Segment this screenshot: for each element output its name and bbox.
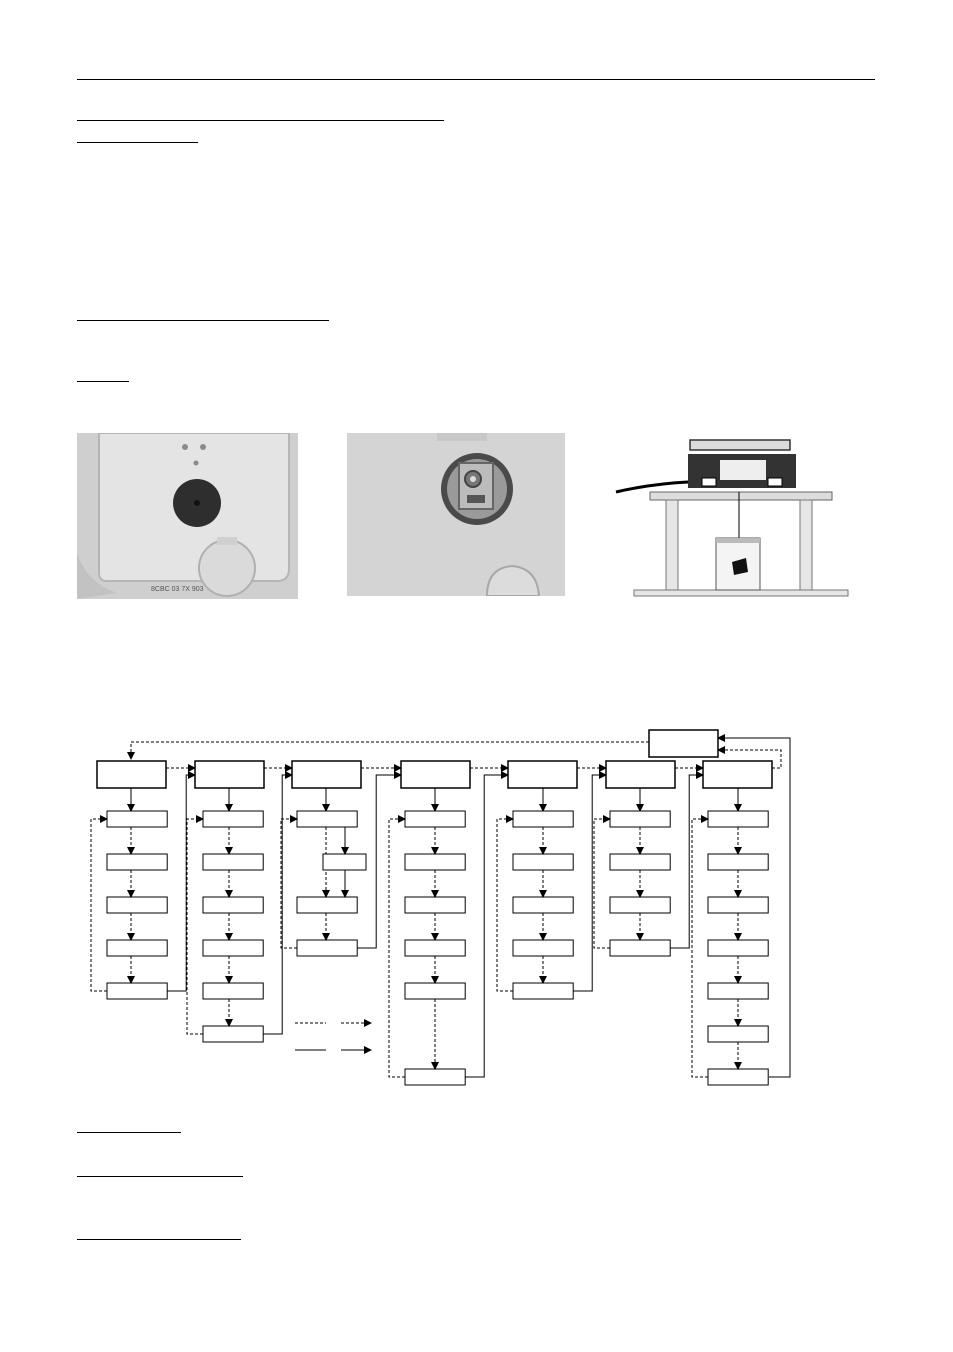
- menu-item-box: [107, 940, 167, 956]
- menu-item-box: [708, 1026, 768, 1042]
- menu-group-box: [195, 761, 264, 788]
- intro-heading: [77, 106, 444, 121]
- sub-heading: [77, 128, 198, 143]
- header-rule: [77, 79, 875, 80]
- menu-item-box: [297, 897, 357, 913]
- exit-to-next-group-arrow: [263, 775, 292, 1034]
- menu-item-box: [513, 983, 573, 999]
- menu-exit-box: [649, 730, 718, 757]
- menu-item-box: [708, 854, 768, 870]
- menu-item-box: [203, 811, 263, 827]
- menu-item-box: [107, 897, 167, 913]
- menu-item-side-box: [323, 854, 366, 870]
- return-to-first-arrow: [131, 742, 649, 759]
- menu-item-box: [297, 940, 357, 956]
- exit-to-next-group-arrow: [670, 775, 703, 948]
- menu-item-box: [610, 897, 670, 913]
- menu-group-box: [292, 761, 361, 788]
- menu-item-box: [107, 811, 167, 827]
- menu-group-box: [508, 761, 577, 788]
- menu-item-box: [203, 983, 263, 999]
- weighing-below-heading: [77, 306, 329, 321]
- menu-item-box: [513, 811, 573, 827]
- menu-item-box: [610, 940, 670, 956]
- below-balance-setup-figure: [610, 432, 863, 605]
- menu-item-box: [203, 854, 263, 870]
- loop-back-arrow: [281, 819, 297, 948]
- menu-item-box: [297, 811, 357, 827]
- menu-group-box: [703, 761, 772, 788]
- menu-item-box: [708, 940, 768, 956]
- menu-item-box: [405, 854, 465, 870]
- underside-cover-photo: [77, 433, 298, 599]
- loop-back-arrow: [692, 819, 708, 1077]
- exit-to-next-group-arrow: [573, 775, 606, 991]
- loop-back-arrow: [497, 819, 513, 991]
- menu-item-box: [708, 811, 768, 827]
- setup-drawing: [610, 432, 863, 605]
- diagram-shapes: [91, 730, 790, 1085]
- loop-back-arrow: [91, 819, 107, 991]
- menu-item-box: [708, 1069, 768, 1085]
- menu-item-box: [203, 897, 263, 913]
- menu-item-box: [203, 940, 263, 956]
- menu-item-box: [708, 897, 768, 913]
- menu-item-box: [405, 940, 465, 956]
- menu-item-box: [203, 1026, 263, 1042]
- menu-group-box: [606, 761, 675, 788]
- menu-item-box: [513, 897, 573, 913]
- underside-hook-photo: [347, 433, 565, 596]
- menu-item-box: [513, 940, 573, 956]
- menu-subheading-1: [77, 1162, 243, 1177]
- menu-item-box: [107, 983, 167, 999]
- menu-group-box: [97, 761, 166, 788]
- loop-back-arrow: [594, 819, 610, 948]
- note-heading: [77, 367, 129, 382]
- exit-to-next-group-arrow: [465, 775, 508, 1077]
- menu-item-box: [610, 854, 670, 870]
- menu-item-box: [107, 854, 167, 870]
- menu-item-box: [513, 854, 573, 870]
- menu-item-box: [405, 897, 465, 913]
- menu-heading: [77, 1118, 181, 1133]
- exit-to-next-group-arrow: [167, 775, 195, 991]
- cover-stamp: 8CBC 03 7X 903: [151, 586, 204, 593]
- loop-back-arrow: [187, 819, 203, 1034]
- menu-group-box: [401, 761, 470, 788]
- menu-item-box: [405, 811, 465, 827]
- menu-subheading-2: [77, 1225, 241, 1240]
- underside-cover-drawing: [77, 433, 298, 599]
- last-group-to-exit-arrow: [718, 750, 781, 768]
- underside-hook-drawing: [347, 433, 565, 596]
- menu-item-box: [708, 983, 768, 999]
- menu-item-box: [405, 983, 465, 999]
- loop-back-arrow: [389, 819, 405, 1077]
- exit-to-next-group-arrow: [357, 775, 401, 948]
- menu-item-box: [610, 811, 670, 827]
- menu-item-box: [405, 1069, 465, 1085]
- last-column-exit-arrow: [718, 738, 790, 1077]
